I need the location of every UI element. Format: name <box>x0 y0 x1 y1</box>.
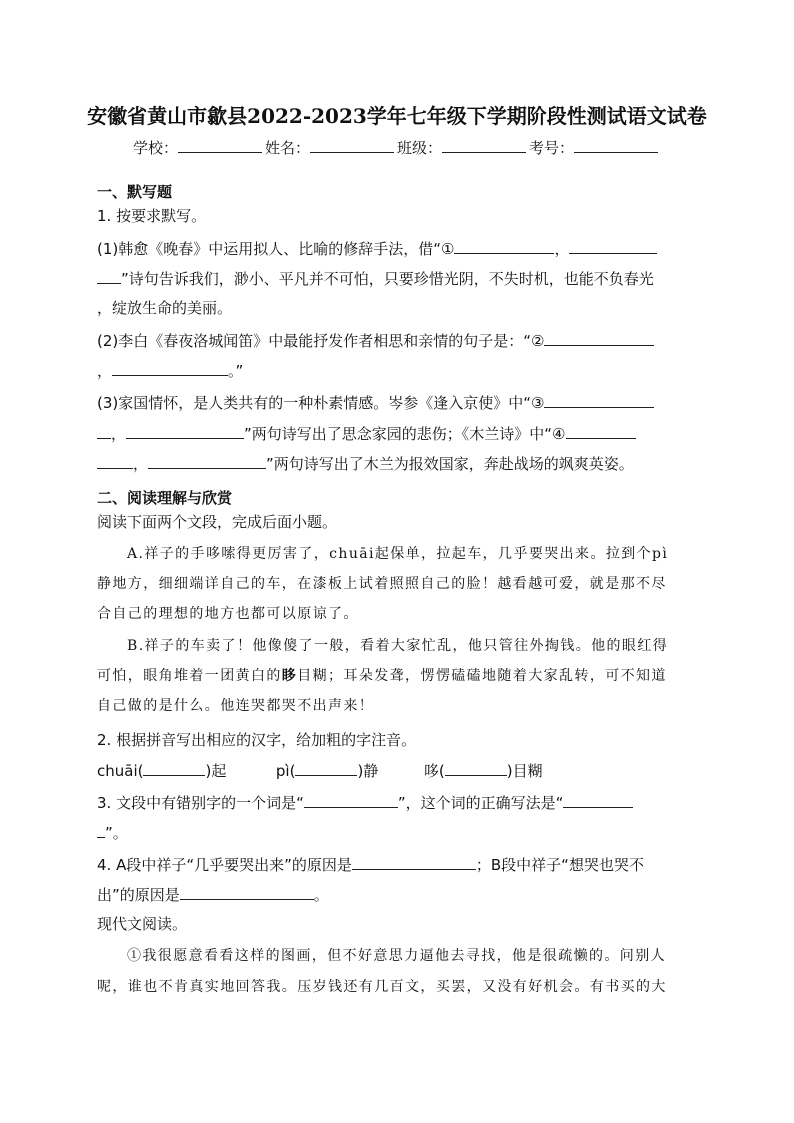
question-3-line2: ”。 <box>97 822 128 843</box>
q1-part3-line3: ， ”两句诗写出了木兰为报效国家，奔赴战场的飒爽英姿。 <box>97 453 634 474</box>
answer-blank-reason-b[interactable] <box>180 884 314 900</box>
student-info-row <box>0 137 794 158</box>
modern-reading-heading: 现代文阅读。 <box>97 915 188 933</box>
class-label: 班级： <box>397 139 443 157</box>
answer-blank-correct-word-cont[interactable] <box>97 822 105 838</box>
q1-part1-line1: (1)韩愈《晚春》中运用拟人、比喻的修辞手法，借“① ， <box>97 238 657 259</box>
answer-blank-chi[interactable] <box>445 760 507 776</box>
answer-blank-2a[interactable] <box>544 330 654 346</box>
reading-intro: 阅读下面两个文段，完成后面小题。 <box>97 513 338 531</box>
passage-b-line3: 自己做的是什么。他连哭都哭不出声来！ <box>97 698 375 714</box>
q1-part1-line2: ”诗句告诉我们，渺小、平凡并不可怕，只要珍惜光阴，不失时机，也能不负春光 <box>97 268 654 289</box>
answer-blank-4b[interactable] <box>148 453 266 469</box>
number-blank[interactable] <box>574 138 658 153</box>
answer-blank-1b-cont[interactable] <box>97 268 121 284</box>
passage-a-line2: 静地方，细细端详自己的车，在漆板上试着照照自己的脸！越看越可爱，就是那不尽 <box>97 576 667 592</box>
name-label: 姓名： <box>264 139 310 157</box>
answer-blank-3a[interactable] <box>544 392 654 408</box>
answer-blank-4a-cont[interactable] <box>97 453 133 469</box>
question-4-line1: 4. A段中祥子“几乎要哭出来”的原因是 ；B段中祥子“想哭也哭不 <box>97 856 644 874</box>
name-blank[interactable] <box>310 138 394 153</box>
answer-blank-1b[interactable] <box>569 238 657 254</box>
modern-passage-line1: ①我很愿意看看这样的图画，但不好意思力逼他去寻找，他是很疏懒的。问别人 <box>127 948 666 964</box>
question-2-blanks: chuāi( )起 pì( )静 哆( )目糊 <box>97 762 543 780</box>
class-blank[interactable] <box>442 138 526 153</box>
answer-blank-pi[interactable] <box>295 760 357 776</box>
number-label: 考号： <box>529 139 575 157</box>
section-heading-1: 一、默写题 <box>97 183 173 201</box>
answer-blank-2b[interactable] <box>112 360 228 376</box>
question-1: 1. 按要求默写。 <box>97 207 207 225</box>
modern-passage-line2: 呢，谁也不肯真实地回答我。压岁钱还有几百文，买罢，又没有好机会。有书买的大 <box>97 979 667 995</box>
q1-part2-line2: ， 。” <box>97 362 244 380</box>
q1-part2-line1: (2)李白《春夜洛城闻笛》中最能抒发作者相思和亲情的句子是：“② <box>97 330 654 351</box>
q1-part3-line1: (3)家国情怀，是人类共有的一种朴素情感。岑参《逢入京使》中“③ <box>97 392 654 413</box>
q1-part1-line3: ，绽放生命的美丽。 <box>97 299 233 317</box>
passage-a-line1: A.祥子的手哆嗦得更厉害了，chuāi起保单，拉起车，几乎要哭出来。拉到个pì <box>127 546 669 562</box>
passage-a-line3: 合自己的理想的地方也都可以原谅了。 <box>97 606 359 622</box>
section-heading-2: 二、阅读理解与欣赏 <box>97 489 233 507</box>
answer-blank-chuai[interactable] <box>143 760 205 776</box>
answer-blank-3b[interactable] <box>126 423 244 439</box>
q1-part3-line2: ， ”两句诗写出了思念家园的悲伤；《木兰诗》中“④ <box>97 423 636 444</box>
question-3-line1: 3. 文段中有错别字的一个词是“ ”，这个词的正确写法是“ <box>97 792 633 813</box>
school-blank[interactable] <box>178 138 262 153</box>
answer-blank-4a[interactable] <box>566 423 636 439</box>
passage-b-line1: B.祥子的车卖了！他像傻了一般，看着大家忙乱，他只管往外掏钱。他的眼红得 <box>127 638 669 654</box>
answer-blank-wrong-word[interactable] <box>304 792 398 808</box>
answer-blank-3a-cont[interactable] <box>97 423 111 439</box>
answer-blank-reason-a[interactable] <box>352 854 476 870</box>
school-label: 学校： <box>132 139 178 157</box>
answer-blank-1a[interactable] <box>454 238 554 254</box>
question-4-line2: 出”的原因是 。 <box>97 886 329 904</box>
passage-b-line2: 可怕，眼角堆着一团黄白的眵目糊；耳朵发聋，愣愣磕磕地随着大家乱转，可不知道 <box>97 668 667 684</box>
exam-title: 安徽省黄山市歙县2022-2023学年七年级下学期阶段性测试语文试卷 <box>87 104 707 128</box>
question-2: 2. 根据拼音写出相应的汉字，给加粗的字注音。 <box>97 731 417 749</box>
bold-character: 眵 <box>281 668 298 684</box>
answer-blank-correct-word[interactable] <box>563 792 633 808</box>
